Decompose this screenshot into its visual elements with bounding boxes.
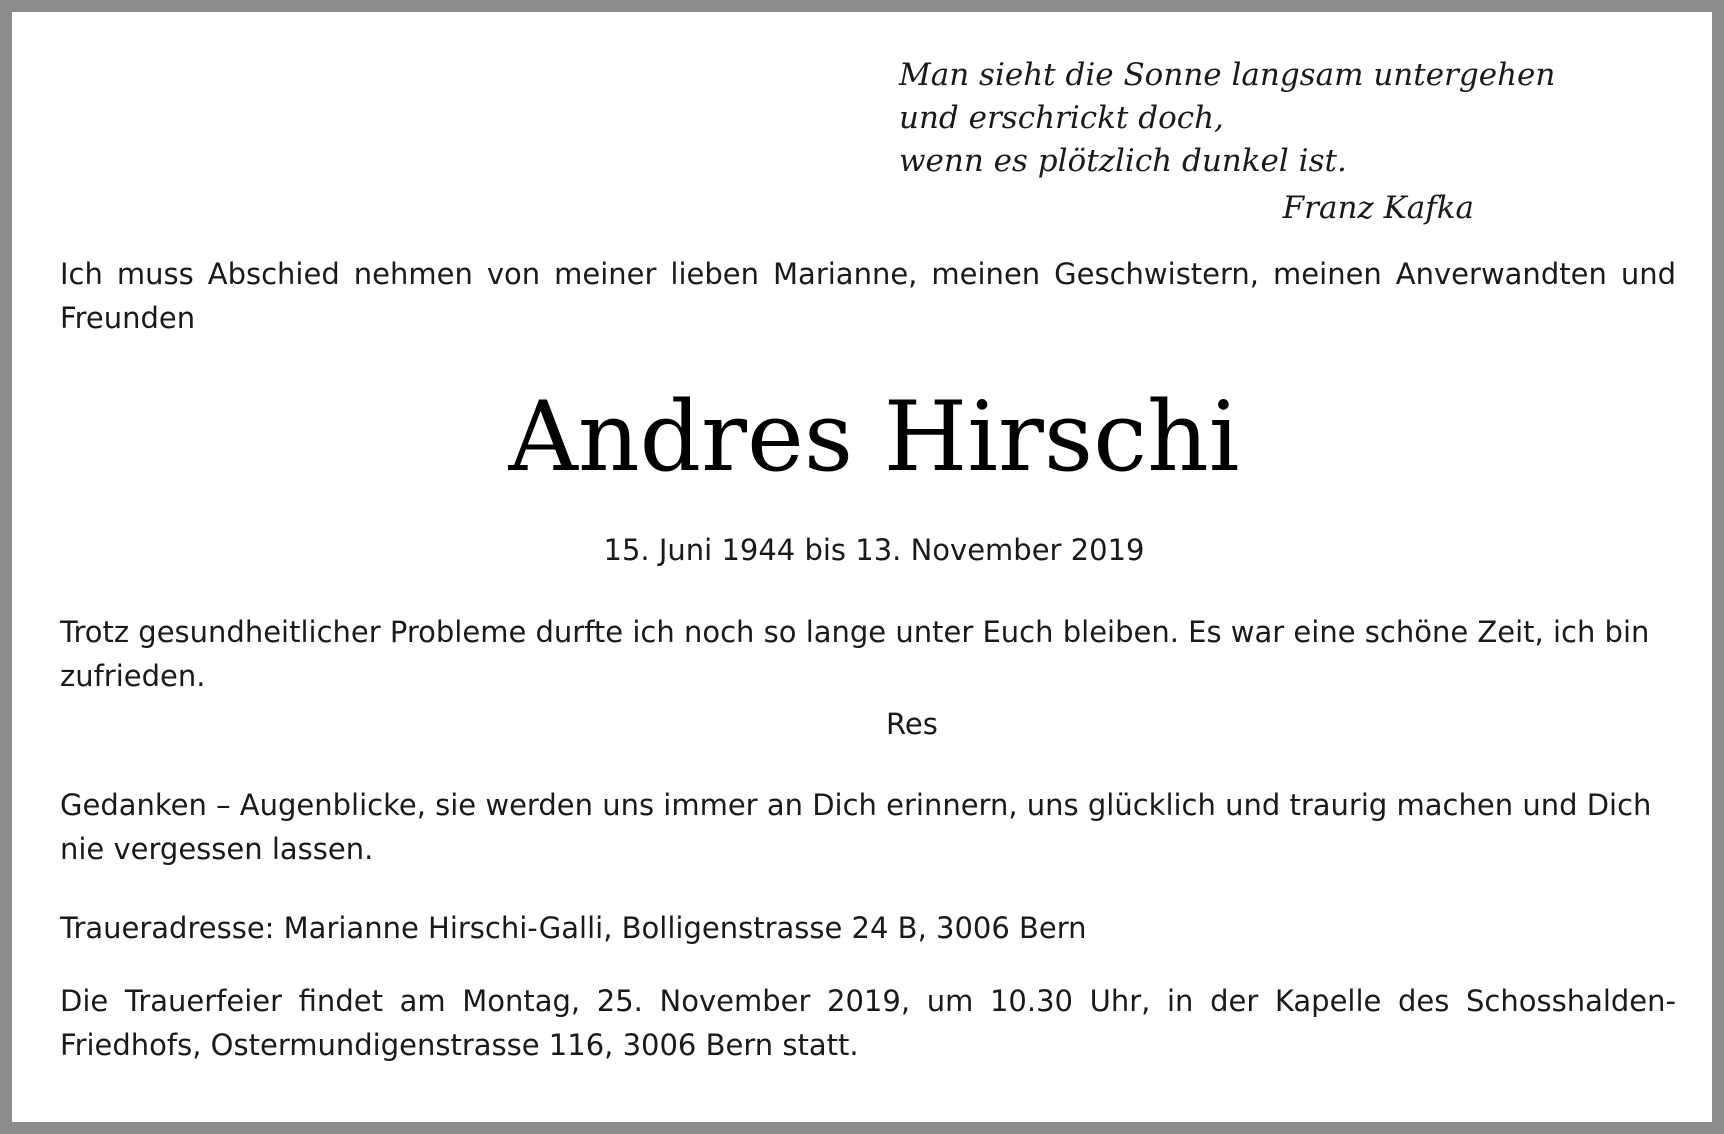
intro-text: Ich muss Abschied nehmen von meiner lieben Marianne, meinen Geschwistern, meinen Anverwandten und Freunden [60, 257, 1676, 335]
signoff: Res [886, 707, 938, 741]
quote-line: Man sieht die Sonne langsam untergehen [899, 57, 1556, 93]
quote-author: Franz Kafka [1282, 190, 1474, 226]
kafka-quote [899, 54, 1555, 183]
life-dates: 15. Juni 1944 bis 13. November 2019 [603, 533, 1145, 567]
deceased-name: Andres Hirschi [508, 381, 1240, 493]
quote-line: wenn es plötzlich dunkel ist. [899, 143, 1347, 179]
mourning-address: Traueradresse: Marianne Hirschi-Galli, Bolligenstrasse 24 B, 3006 Bern [60, 911, 1087, 945]
thoughts-text: Gedanken – Augenblicke, sie werden uns immer an Dich erinnern, uns glücklich und traurig machen und Dich nie vergessen lassen. [60, 788, 1652, 866]
quote-line: und erschrickt doch, [899, 100, 1224, 136]
obituary-notice [12, 12, 1712, 1122]
ceremony-info: Die Trauerfeier findet am Montag, 25. November 2019, um 10.30 Uhr, in der Kapelle des Schosshalden-Friedhofs, Ostermundigenstrasse 116, 3006 Bern statt. [60, 984, 1676, 1062]
farewell-message: Trotz gesundheitlicher Probleme durfte ich noch so lange unter Euch bleiben. Es war eine schöne Zeit, ich bin zufrieden. [60, 615, 1650, 693]
